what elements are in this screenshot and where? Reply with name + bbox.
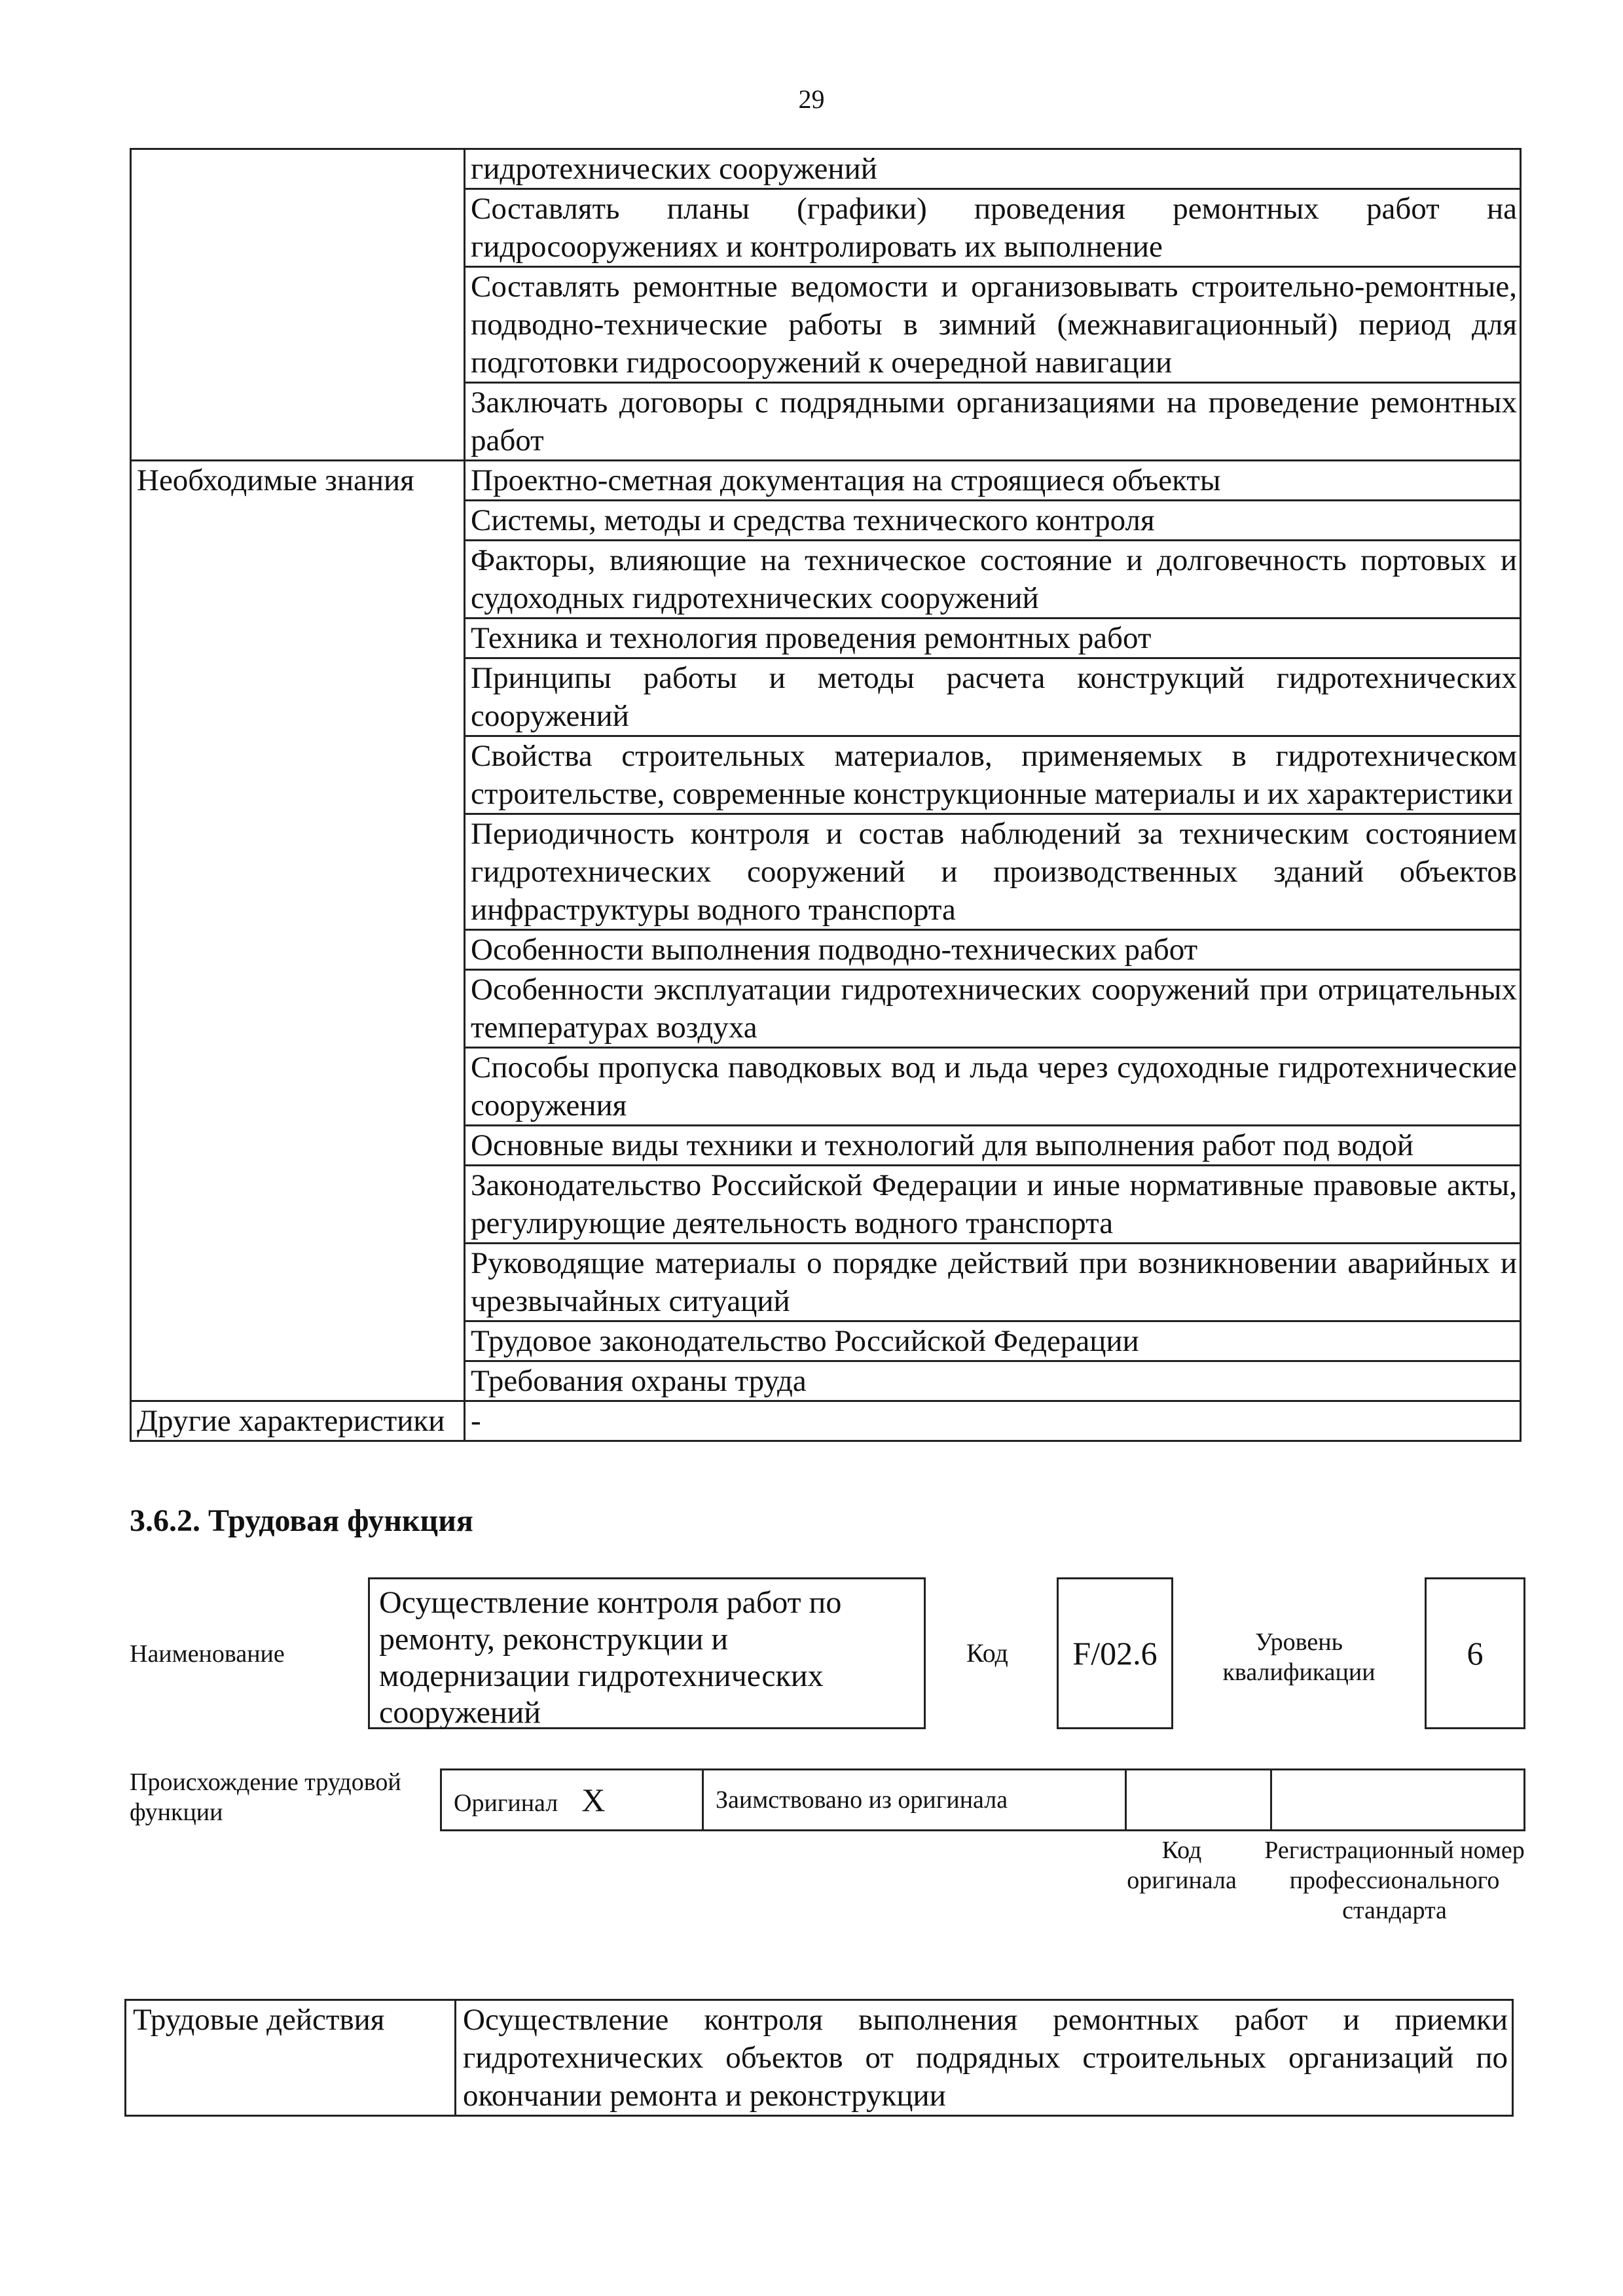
row-text: Периодичность контроля и состав наблюдений за техническим состоянием гидротехнических сооружений и производственных зданий объектов инфраструктуры водного транспорта (465, 814, 1521, 930)
table-row (131, 1126, 1521, 1166)
row-text: Факторы, влияющие на техническое состояние и долговечность портовых и судоходных гидротехнических сооружений (465, 541, 1521, 619)
row-text: гидротехнических сооружений (465, 149, 1521, 189)
page-number: 29 (798, 84, 825, 114)
row-text: Основные виды техники и технологий для выполнения работ под водой (465, 1126, 1521, 1166)
row-label (131, 149, 465, 189)
table-row (131, 1361, 1521, 1401)
row-label (131, 1244, 465, 1321)
row-text: Трудовое законодательство Российской Федерации (465, 1321, 1521, 1361)
table-row (131, 658, 1521, 736)
row-label (131, 383, 465, 461)
row-text: Руководящие материалы о порядке действий при возникновении аварийных и чрезвычайных ситуаций (465, 1244, 1521, 1321)
table-row (131, 619, 1521, 658)
row-text: Составлять ремонтные ведомости и организовывать строительно-ремонтные, подводно-технические работы в зимний (межнавигационный) период для подготовки гидросооружений к очередной навигации (465, 267, 1521, 383)
row-text: Составлять планы (графики) проведения ремонтных работ на гидросооружениях и контролировать их выполнение (465, 189, 1521, 267)
row-label (131, 970, 465, 1048)
row-label (131, 930, 465, 970)
row-text: Особенности выполнения подводно-технических работ (465, 930, 1521, 970)
section-title: 3.6.2. Трудовая функция (130, 1503, 473, 1538)
row-label: Другие характеристики (131, 1401, 465, 1441)
table-row (131, 930, 1521, 970)
qualification-level-box: 6 (1425, 1577, 1525, 1729)
original-label: Оригинал (454, 1789, 558, 1817)
row-label (131, 1361, 465, 1401)
table-row (131, 149, 1521, 189)
row-label (131, 267, 465, 383)
table-row (131, 1048, 1521, 1126)
function-name-box: Осуществление контроля работ по ремонту, реконструкции и модернизации гидротехнических сооружений (368, 1577, 926, 1729)
table-row (131, 541, 1521, 619)
row-text: Техника и технология проведения ремонтных работ (465, 619, 1521, 658)
origin-label: Происхождение трудовой функции (130, 1768, 401, 1826)
name-label: Наименование (130, 1640, 285, 1668)
row-text: Принципы работы и методы расчета конструкций гидротехнических сооружений (465, 658, 1521, 736)
row-label (131, 1321, 465, 1361)
labor-actions-table (124, 1999, 1514, 2117)
row-label (131, 736, 465, 814)
original-mark: X (581, 1782, 606, 1818)
row-text: Проектно-сметная документация на строящиеся объекты (465, 461, 1521, 501)
table-row (131, 1244, 1521, 1321)
function-code-box: F/02.6 (1057, 1577, 1173, 1729)
original-cell (441, 1770, 703, 1831)
row-label (131, 541, 465, 619)
labor-actions-text: Осуществление контроля выполнения ремонтных работ и приемки гидротехнических объектов от подрядных строительных организаций по окончании ремонта и реконструкции (456, 2000, 1513, 2116)
row-label: Необходимые знания (131, 461, 465, 501)
reg-number-cell (1271, 1770, 1525, 1831)
row-label (131, 501, 465, 541)
skills-knowledge-table (130, 148, 1522, 1442)
table-row (131, 383, 1521, 461)
table-row (131, 1401, 1521, 1441)
row-text: Системы, методы и средства технического контроля (465, 501, 1521, 541)
row-label (131, 1166, 465, 1244)
row-text: Требования охраны труда (465, 1361, 1521, 1401)
table-row (131, 1166, 1521, 1244)
table-row (131, 267, 1521, 383)
row-text: Заключать договоры с подрядными организациями на проведение ремонтных работ (465, 383, 1521, 461)
table-row (131, 736, 1521, 814)
row-text: Законодательство Российской Федерации и иные нормативные правовые акты, регулирующие деятельность водного транспорта (465, 1166, 1521, 1244)
row-label (131, 814, 465, 930)
labor-actions-label: Трудовые действия (126, 2000, 456, 2116)
row-label (131, 658, 465, 736)
code-label: Код (966, 1638, 1008, 1668)
row-text: - (465, 1401, 1521, 1441)
table-row (131, 501, 1521, 541)
level-label: Уровень квалификации (1222, 1628, 1376, 1686)
table-row (131, 189, 1521, 267)
row-label (131, 1048, 465, 1126)
reg-number-caption: Регистрационный номер профессионального стандарта (1264, 1837, 1525, 1924)
row-text: Свойства строительных материалов, применяемых в гидротехническом строительстве, современные конструкционные материалы и их характеристики (465, 736, 1521, 814)
origin-table (440, 1768, 1525, 1831)
row-text: Способы пропуска паводковых вод и льда через судоходные гидротехнические сооружения (465, 1048, 1521, 1126)
original-code-caption: Код оригинала (1127, 1837, 1237, 1894)
table-row (131, 461, 1521, 501)
original-code-cell (1126, 1770, 1271, 1831)
row-text: Особенности эксплуатации гидротехнических сооружений при отрицательных температурах воздуха (465, 970, 1521, 1048)
table-row (131, 1321, 1521, 1361)
borrowed-cell: Заимствовано из оригинала (703, 1770, 1126, 1831)
table-row (131, 814, 1521, 930)
table-row (131, 970, 1521, 1048)
row-label (131, 189, 465, 267)
row-label (131, 619, 465, 658)
row-label (131, 1126, 465, 1166)
